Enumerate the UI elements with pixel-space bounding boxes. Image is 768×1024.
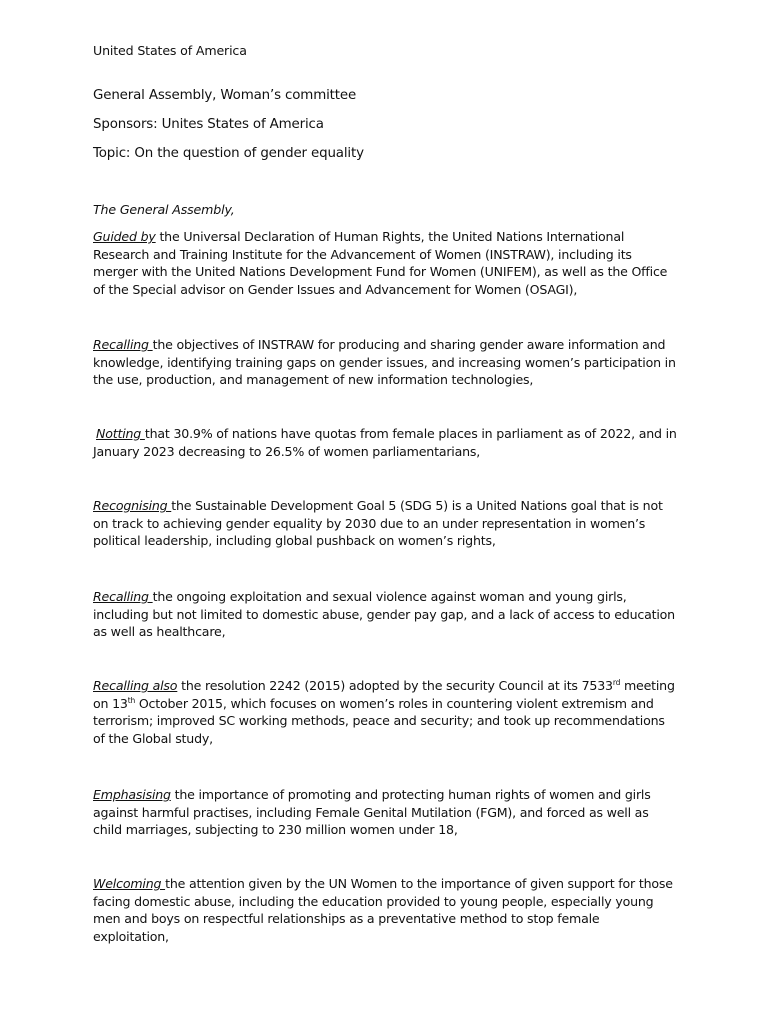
committee-line: General Assembly, Woman’s committee [93,88,357,103]
clause-guided-by [93,228,678,298]
clause-lead: Recognising [93,498,172,513]
clause-lead: Welcoming [93,876,166,891]
clause-recalling-also [93,677,678,747]
clause-lead: Recalling [93,589,153,604]
clause-lead: Notting [96,426,145,441]
clause-text: meeting on 13 [93,678,675,711]
clause-lead: Recalling also [93,678,178,693]
ordinal-suffix: rd [612,678,621,687]
topic-line: Topic: On the question of gender equality [93,146,364,161]
sponsors-line: Sponsors: Unites States of America [93,117,324,132]
opening-phrase: The General Assembly, [93,202,235,217]
clause-text: the objectives of INSTRAW for producing and sharing gender aware information and knowledge, identifying training gaps on gender issues, and increasing women’s participation in the use, production, and management of new information technologies, [93,337,676,388]
country-line: United States of America [93,43,247,58]
ordinal-suffix: th [127,695,136,705]
clause-text: the importance of promoting and protecting human rights of women and girls against harmful practises, including Female Genital Mutilation (FGM), and forced as well as child marriages, subjecting to 230 million women under 18, [93,787,651,838]
clause-recognising-sdg5 [93,497,678,550]
clause-text: October 2015, which focuses on women’s roles in countering violent extremism and terrorism; improved SC working methods, peace and security; and took up recommendations of the Global study, [93,695,665,746]
clause-noting-quotas [93,425,678,460]
clause-text: the resolution 2242 (2015) adopted by the security Council at its 7533 [177,678,613,693]
clause-lead: Guided by [93,229,156,244]
clause-lead: Recalling [93,337,153,352]
clause-text: that 30.9% of nations have quotas from female places in parliament as of 2022, and in January 2023 decreasing to 26.5% of women parliamentarians, [93,426,677,459]
clause-emphasising [93,786,678,839]
clause-recalling-instraw [93,336,678,389]
clause-text: the Universal Declaration of Human Rights, the United Nations International Research and Training Institute for the Advancement of Women (INSTRAW), including its merger with the United Nations Development Fund for Women (UNIFEM), as well as the Office of the Special advisor on Gender Issues and Advancement for Women (OSAGI), [93,229,668,297]
clause-recalling-exploitation [93,588,678,641]
clause-text: the Sustainable Development Goal 5 (SDG 5) is a United Nations goal that is not on track to achieving gender equality by 2030 due to an under representation in women’s political leadership, including global pushback on women’s rights, [93,498,663,549]
clause-text: the ongoing exploitation and sexual violence against woman and young girls, including but not limited to domestic abuse, gender pay gap, and a lack of access to education as well as healthcare, [93,589,675,640]
clause-text: the attention given by the UN Women to the importance of given support for those facing domestic abuse, including the education provided to young people, especially young men and boys on respectful relationships as a preventative method to stop female exploitation, [93,876,673,944]
clause-lead: Emphasising [93,787,171,802]
clause-welcoming [93,875,678,945]
